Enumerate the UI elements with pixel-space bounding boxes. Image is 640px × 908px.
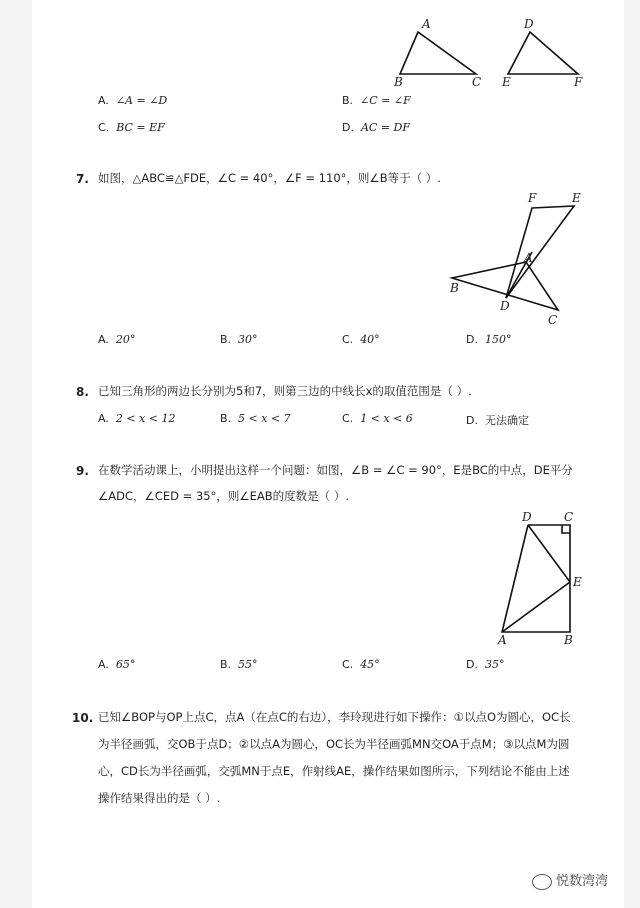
label-A: A: [498, 633, 507, 647]
label-B: B: [450, 281, 459, 295]
label-D: D: [522, 510, 532, 524]
q6-option-c: C. BC = EF: [98, 121, 165, 134]
label-F: F: [528, 191, 537, 205]
q6-figure: [388, 14, 608, 90]
q9-option-a: A. 65°: [98, 658, 136, 671]
label-E: E: [572, 191, 581, 205]
label-D: D: [524, 17, 534, 31]
q7-option-b: B. 30°: [220, 333, 258, 346]
label-C: C: [548, 313, 558, 327]
q10-text-line2: 为半径画弧，交OB于点D；②以点A为圆心，OC长为半径画弧MN交OA于点M；③以点M为圆: [98, 737, 570, 751]
q8-number: 8.: [76, 385, 89, 399]
label-A: A: [422, 17, 431, 31]
exam-page: [32, 0, 624, 908]
q8-option-a: A. 2 < x < 12: [98, 412, 176, 425]
q9-option-c: C. 45°: [342, 658, 380, 671]
right-angle-mark: [562, 525, 570, 533]
q7-figure: [444, 190, 594, 330]
label-C: C: [564, 510, 574, 524]
label-E: E: [573, 575, 582, 589]
q9-figure: [494, 510, 584, 650]
wechat-icon: [532, 874, 552, 890]
q8-option-d: D. 无法确定: [466, 414, 529, 427]
q10-text-line1: 已知∠BOP与OP上点C，点A（在点C的右边），李玲现进行如下操作：①以点O为圆心，OC长: [98, 710, 571, 724]
q9-option-b: B. 55°: [220, 658, 258, 671]
q6-option-b: B. ∠C = ∠F: [342, 94, 411, 107]
q6-option-a: A. ∠A = ∠D: [98, 94, 168, 107]
q7-option-a: A. 20°: [98, 333, 136, 346]
watermark: [532, 870, 608, 890]
q9-text-line1: 在数学活动课上，小明提出这样一个问题：如图，∠B = ∠C = 90°，E是BC的中点，DE平分: [98, 463, 573, 477]
label-E: E: [502, 75, 511, 89]
label-F: F: [574, 75, 583, 89]
label-B: B: [564, 633, 573, 647]
q7-number: 7.: [76, 172, 89, 186]
watermark-text: 悦数湾湾: [556, 874, 609, 889]
q9-text-line2: ∠ADC，∠CED = 35°，则∠EAB的度数是（ ）.: [98, 489, 349, 503]
q8-text: 已知三角形的两边长分别为5和7，则第三边的中线长x的取值范围是（ ）.: [98, 384, 472, 398]
label-B: B: [394, 75, 403, 89]
q7-option-d: D. 150°: [466, 333, 512, 346]
q8-option-b: B. 5 < x < 7: [220, 412, 291, 425]
q7-text: 如图，△ABC≌△FDE，∠C = 40°，∠F = 110°，则∠B等于（ ）.: [98, 171, 441, 185]
q9-number: 9.: [76, 464, 89, 478]
q8-option-c: C. 1 < x < 6: [342, 412, 413, 425]
q6-option-d: D. AC = DF: [342, 121, 410, 134]
label-C: C: [472, 75, 482, 89]
triangle-abc: [400, 32, 476, 74]
quadrilateral-abcd: [502, 525, 570, 632]
q10-text-line3: 心，CD长为半径画弧，交弧MN于点E，作射线AE，操作结果如图所示，下列结论不能由上述: [98, 764, 570, 778]
label-A: A: [524, 251, 533, 265]
q9-option-d: D. 35°: [466, 658, 505, 671]
q10-text-line4: 操作结果得出的是（ ）.: [98, 791, 221, 805]
triangle-def: [508, 32, 578, 74]
q10-number: 10.: [72, 711, 94, 725]
label-D: D: [500, 299, 510, 313]
q7-option-c: C. 40°: [342, 333, 380, 346]
